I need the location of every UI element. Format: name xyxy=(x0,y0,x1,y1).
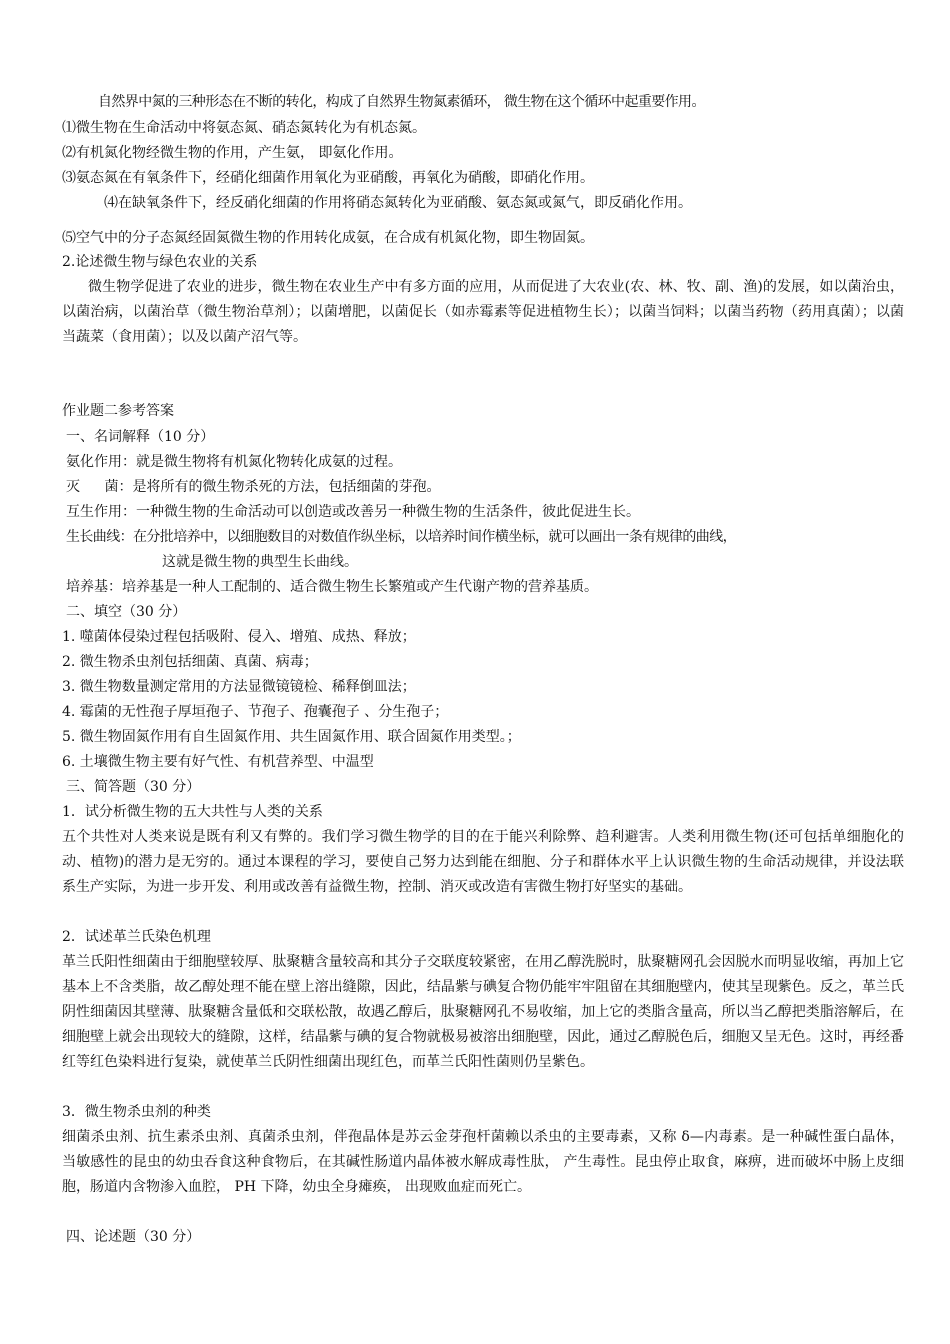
term-culture-medium: 培养基：培养基是一种人工配制的、适合微生物生长繁殖或产生代谢产物的营养基质。 xyxy=(66,579,598,595)
part3-heading: 三、简答题（30 分） xyxy=(66,779,201,795)
green-agriculture-question: 2.论述微生物与绿色农业的关系 xyxy=(62,254,258,270)
nitrogen-cycle-item-4: ⑷在缺氧条件下，经反硝化细菌的作用将硝态氮转化为亚硝酸、氨态氮或氮气，即反硝化作用。 xyxy=(104,195,692,211)
short-answer-1: 五个共性对人类来说是既有利又有弊的。我们学习微生物学的目的在于能兴利除弊、趋利避害。人类利用微生物(还可包括单细胞化的动、植物)的潜力是无穷的。通过本课程的学习，要使自己努力达到能在细胞、分子和群体水平上认识微生物的生命活动规律，并设法联系生产实际，为进一步开发、利用或改善有益微生物，控制、消灭或改造有害微生物打好坚实的基础。 xyxy=(62,829,904,895)
nitrogen-cycle-item-3: ⑶氨态氮在有氧条件下，经硝化细菌作用氧化为亚硝酸，再氧化为硝酸，即硝化作用。 xyxy=(62,170,594,186)
term-growth-curve-cont: 这就是微生物的典型生长曲线。 xyxy=(162,554,358,570)
fill-item-5: 5. 微生物固氮作用有自生固氮作用、共生固氮作用、联合固氮作用类型。； xyxy=(62,729,521,745)
nitrogen-cycle-item-2: ⑵有机氮化物经微生物的作用，产生氨， 即氨化作用。 xyxy=(62,145,403,161)
green-agriculture-answer: 微生物学促进了农业的进步，微生物在农业生产中有多方面的应用，从而促进了大农业(农、林、牧、副、渔)的发展，如以菌治虫，以菌治病，以菌治草（微生物治草剂）；以菌增肥，以菌促长（如赤霉素等促进植物生长）；以菌当饲料；以菌当药物（药用真菌）；以菌当蔬菜（食用菌）；以及以菌产沼气等。 xyxy=(62,279,904,345)
part1-heading: 一、名词解释（10 分） xyxy=(66,429,215,445)
section-title: 作业题二参考答案 xyxy=(62,403,174,419)
short-question-1: 1．试分析微生物的五大共性与人类的关系 xyxy=(62,804,323,820)
term-ammonification: 氨化作用：就是微生物将有机氮化物转化成氨的过程。 xyxy=(66,454,402,470)
fill-item-4: 4. 霉菌的无性孢子厚垣孢子、节孢子、孢囊孢子 、分生孢子； xyxy=(62,704,449,720)
part4-heading: 四、论述题（30 分） xyxy=(66,1229,201,1245)
short-answer-3: 细菌杀虫剂、抗生素杀虫剂、真菌杀虫剂，伴孢晶体是苏云金芽孢杆菌赖以杀虫的主要毒素，又称 δ—内毒素。是一种碱性蛋白晶体， 当敏感性的昆虫的幼虫吞食这种食物后，在其碱性肠道内晶体被水解成毒性肽， 产生毒性。昆虫停止取食，麻痹，进而破坏中肠上皮细胞，肠道内含物渗入血腔， PH 下降，幼虫全身瘫痪， 出现败血症而死亡。 xyxy=(62,1129,904,1195)
fill-item-1: 1. 噬菌体侵染过程包括吸附、侵入、增殖、成热、释放； xyxy=(62,629,416,645)
short-question-2: 2．试述革兰氏染色机理 xyxy=(62,929,211,945)
nitrogen-cycle-item-5: ⑸空气中的分子态氮经固氮微生物的作用转化成氨，在合成有机氮化物，即生物固氮。 xyxy=(62,230,594,246)
term-sterilization: 灭 菌：是将所有的微生物杀死的方法，包括细菌的芽孢。 xyxy=(66,479,441,495)
short-answer-2: 革兰氏阳性细菌由于细胞壁较厚、肽聚糖含量较高和其分子交联度较紧密，在用乙醇洗脱时，肽聚糖网孔会因脱水而明显收缩，再加上它基本上不含类脂，故乙醇处理不能在壁上溶出缝隙，因此，结晶紫与碘复合物仍能牢牢阻留在其细胞壁内，使其呈现紫色。反之，革兰氏阴性细菌因其壁薄、肽聚糖含量低和交联松散，故遇乙醇后，肽聚糖网孔不易收缩，加上它的类脂含量高，所以当乙醇把类脂溶解后，在细胞壁上就会出现较大的缝隙，这样，结晶紫与碘的复合物就极易被溶出细胞壁，因此，通过乙醇脱色后，细胞又呈无色。这时，再经番红等红色染料进行复染，就使革兰氏阴性细菌出现红色，而革兰氏阳性菌则仍呈紫色。 xyxy=(62,954,904,1070)
term-growth-curve: 生长曲线：在分批培养中，以细胞数目的对数值作纵坐标，以培养时间作横坐标，就可以画出一条有规律的曲线， xyxy=(66,529,736,545)
part2-heading: 二、填空（30 分） xyxy=(66,604,187,620)
short-question-3: 3．微生物杀虫剂的种类 xyxy=(62,1104,211,1120)
nitrogen-cycle-item-1: ⑴微生物在生命活动中将氨态氮、硝态氮转化为有机态氮。 xyxy=(62,120,426,136)
fill-item-6: 6. 土壤微生物主要有好气性、有机营养型、中温型 xyxy=(62,754,374,770)
fill-item-2: 2. 微生物杀虫剂包括细菌、真菌、病毒； xyxy=(62,654,318,670)
term-metabiosis: 互生作用：一种微生物的生命活动可以创造或改善另一种微生物的生活条件，彼此促进生长。 xyxy=(66,504,640,520)
fill-item-3: 3. 微生物数量测定常用的方法显微镜镜检、稀释倒皿法； xyxy=(62,679,416,695)
nitrogen-cycle-intro: 自然界中氮的三种形态在不断的转化，构成了自然界生物氮素循环， 微生物在这个循环中起重要作用。 xyxy=(98,94,705,110)
